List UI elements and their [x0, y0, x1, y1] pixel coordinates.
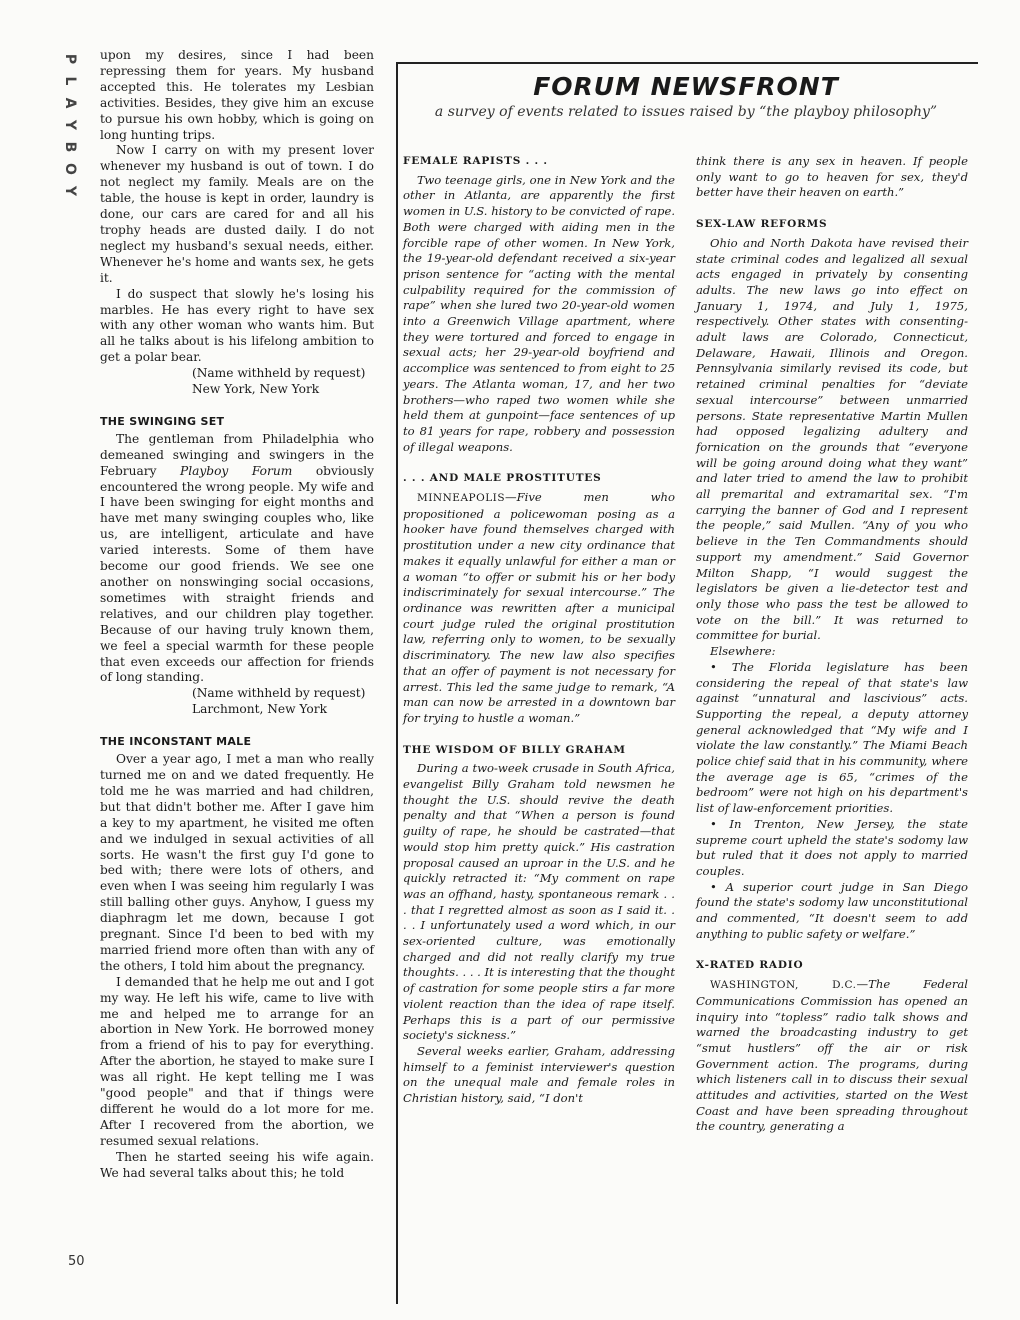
news-heading-female-rapists: FEMALE RAPISTS . . .: [403, 155, 548, 167]
letter-paragraph: [100, 432, 374, 687]
news-paragraph: [696, 977, 968, 1135]
dateline: WASHINGTON, D.C.: [710, 979, 857, 992]
text-run: —Five men who propositioned a policewoman posing as a hooker have found themselves charged with prostitution under a new city ordinance that makes it equally unlawful for either a man or a woman “to offer or submit his or her body indiscriminately for sexual intercourse.” The ordinance was rewritten after a municipal court judge ruled the original prostitution law, referring only to women, to be sexually discriminatory. The new law also specifies that an offer of payment is not necessary for arrest. This led the same judge to remark, “A man can now be arrested in a downtown bar for trying to hustle a woman.”: [403, 490, 675, 725]
masthead-letter: Y: [62, 119, 78, 131]
news-paragraph: Ohio and North Dakota have revised their state criminal codes and legalized all sexual acts engaged in privately by consenting adults. The new laws go into effect on January 1, 1974, and July 1, 1975, respectively. Other states with consenting-adult laws are Colorado, Connecticut, Delaware, Hawaii, Illinois and Oregon. Pennsylvania similarly revised its code, but retained criminal penalties for “deviate sexual intercourse” between unmarried persons. State representative Martin Mullen had opposed legalizing adultery and fornication on the grounds that “everyone will be going around doing what they want” and later tried to amend the law to prohibit all premarital and extramarital sex. “I'm carrying the banner of God and I represent the people,” said Mullen. “Any of you who believe in the Ten Commandments should support my amendment.” Said Governor Milton Shapp, “I would suggest the legislators be given a lie-detector test and only those who pass the test be allowed to vote on the bill.” It was returned to committee for burial.: [696, 235, 968, 643]
masthead-letter: Y: [62, 185, 78, 197]
section-heading-swinging-set: THE SWINGING SET: [100, 414, 225, 428]
page-number: 50: [68, 1254, 85, 1269]
signature-location: Larchmont, New York: [192, 702, 327, 717]
masthead-letter: P: [62, 53, 78, 65]
letter-paragraph: Now I carry on with my present lover whenever my husband is out of town. I do not neglect my family. Meals are on the table, the house is kept in order, laundry is done, our cars are cared for and all his trophy heads are dusted daily. I do not neglect my husband's sexual needs, either. Whenever he's home and wants sex, he gets it.: [100, 143, 374, 285]
news-bullet: • In Trenton, New Jersey, the state supreme court upheld the state's sodomy law but ruled that it does not apply to married couples.: [696, 816, 968, 878]
text-run: The gentleman from Philadelphia who demeaned swinging and swingers in the February: [100, 431, 374, 478]
text-run: —The Federal Communications Commission has opened an inquiry into “topless” radio talk shows and warned the broadcasting industry to get “smut hustlers” off the air or risk Government action. The programs, during which listeners call in to discuss their sexual attitudes and activities, started on the West Coast and have been spreading throughout the country, generating a: [696, 977, 969, 1134]
signature-name: (Name withheld by request): [192, 366, 366, 381]
news-heading-sex-law-reforms: SEX-LAW REFORMS: [696, 218, 828, 231]
text-run: obviously encountered the wrong people. My wife and I have been swinging for eight months and have met many swinging couples who, like us, are intelligent, articulate and have varied interests. Some of them have become our good friends. We see one another on nonswinging social occasions, sometimes with straight friends and relatives, and our children play together. Because of our having truly known them, we feel a special warmth for these people that even exceeds our affection for friends of long standing.: [100, 463, 374, 685]
news-heading-male-prostitutes: . . . AND MALE PROSTITUTES: [403, 472, 602, 485]
news-paragraph: Several weeks earlier, Graham, addressing himself to a feminist interviewer's question on the unequal male and female roles in Christian history, said, “I don't: [403, 1043, 675, 1106]
news-paragraph: Two teenage girls, one in New York and the other in Atlanta, are apparently the first women in U.S. history to be convicted of rape. Both were charged with aiding men in the forcible rape of other women. In New York, the 19-year-old defendant received a six-year prison sentence for “acting with the mental culpability required for the commission of rape” when she lured two 20-year-old women into a Greenwich Village apartment, where they were tortured and forced to engage in sexual acts; her 29-year-old boyfriend and accomplice was sentenced to from eight to 25 years. The Atlanta woman, 17, and her two brothers—who raped two women while she held them at gunpoint—face sentences of up to 81 years for rape, robbery and possession of illegal weapons.: [403, 172, 675, 454]
forum-title: FORUM NEWSFRONT: [533, 72, 839, 101]
letter-paragraph: upon my desires, since I had been repressing them for years. My husband accepted this. He tolerates my Lesbian activities. Besides, they give him an excuse to pursue his own hobby, which is going on long hunting trips.: [100, 48, 374, 142]
signature-name: (Name withheld by request): [192, 686, 366, 701]
letter-paragraph: Over a year ago, I met a man who really turned me on and we dated frequently. He told me he was married and had children, but that didn't bother me. After I gave him a key to my apartment, he visited me often and we indulged in sexual activities of all sorts. He wasn't the first guy I'd gone to bed with; there were lots of others, and even when I was seeing him regularly I was still balling other guys. Anyhow, I guess my diaphragm let me down, because I got pregnant. Since I'd been to bed with my married friend more often than with any of the others, I told him about the pregnancy.: [100, 752, 374, 973]
masthead-letter: A: [62, 97, 78, 109]
letter-paragraph: I do suspect that slowly he's losing his marbles. He has every right to have sex with any other woman who wants him. But all he talks about is his lifelong ambition to get a polar bear.: [100, 286, 374, 365]
forum-subtitle: a survey of events related to issues raised by “the playboy philosophy”: [434, 104, 938, 120]
masthead-letter: O: [62, 163, 78, 175]
forum-column-middle: [403, 154, 675, 1107]
news-heading-billy-graham: THE WISDOM OF BILLY GRAHAM: [403, 743, 626, 756]
news-bullet: • The Florida legislature has been considering the repeal of that state's law against “unnatural and lascivious” acts. Supporting the repeal, a deputy attorney general acknowledged that “My wife and I violate the law constantly.” The Miami Beach police chief said that in his community, where the average age is 65, “crimes of the bedroom” were not high on his department's list of law-enforcement priorities.: [696, 659, 968, 816]
masthead-letter: B: [62, 141, 78, 153]
news-paragraph: [403, 490, 675, 727]
letter-paragraph: Then he started seeing his wife again. We had several talks about this; he told: [100, 1149, 374, 1180]
news-bullet: • A superior court judge in San Diego found the state's sodomy law unconstitutional and commented, “It doesn't seem to add anything to public safety or welfare.”: [696, 879, 968, 941]
news-heading-x-rated-radio: X-RATED RADIO: [696, 959, 804, 972]
signature-location: New York, New York: [192, 382, 320, 397]
letters-column: [100, 48, 374, 1182]
news-paragraph: During a two-week crusade in South Africa, evangelist Billy Graham told newsmen he thought the U.S. should revive the death penalty and that “When a person is found guilty of rape, he should be castrated—that would stop him pretty quick.” His castration proposal caused an uproar in the U.S. and he quickly retracted it: “My comment on rape was an offhand, hasty, spontaneous remark . . . that I regretted almost as soon as I said it. . . . I unfortunately used a word which, in our sex-oriented culture, was emotionally charged and did not really clarify my true thoughts. . . . It is interesting that the thought of castration for some people stirs a far more violent reaction than the idea of rape itself. Perhaps this is a part of our permissive society's sickness.”: [403, 761, 675, 1043]
vertical-masthead: [58, 48, 82, 202]
dateline: MINNEAPOLIS: [417, 492, 506, 505]
magazine-title-ref: Playboy Forum: [180, 463, 293, 478]
section-heading-inconstant-male: THE INCONSTANT MALE: [100, 735, 252, 749]
news-paragraph: Elsewhere:: [710, 644, 776, 659]
forum-column-right: [696, 154, 968, 1135]
news-paragraph-continued: think there is any sex in heaven. If people only want to go to heaven for sex, they'd better have their heaven on earth.”: [696, 154, 968, 200]
masthead-letter: L: [62, 76, 78, 86]
letter-paragraph: I demanded that he help me out and I got my way. He left his wife, came to live with me and helped me to arrange for an abortion in New York. He borrowed money from a friend of his to pay for everything. After the abortion, he stayed to make sure I was all right. He kept telling me I was "good people" and that if things were different he would do a lot more for me. After I recovered from the abortion, we resumed sexual relations.: [100, 974, 374, 1148]
